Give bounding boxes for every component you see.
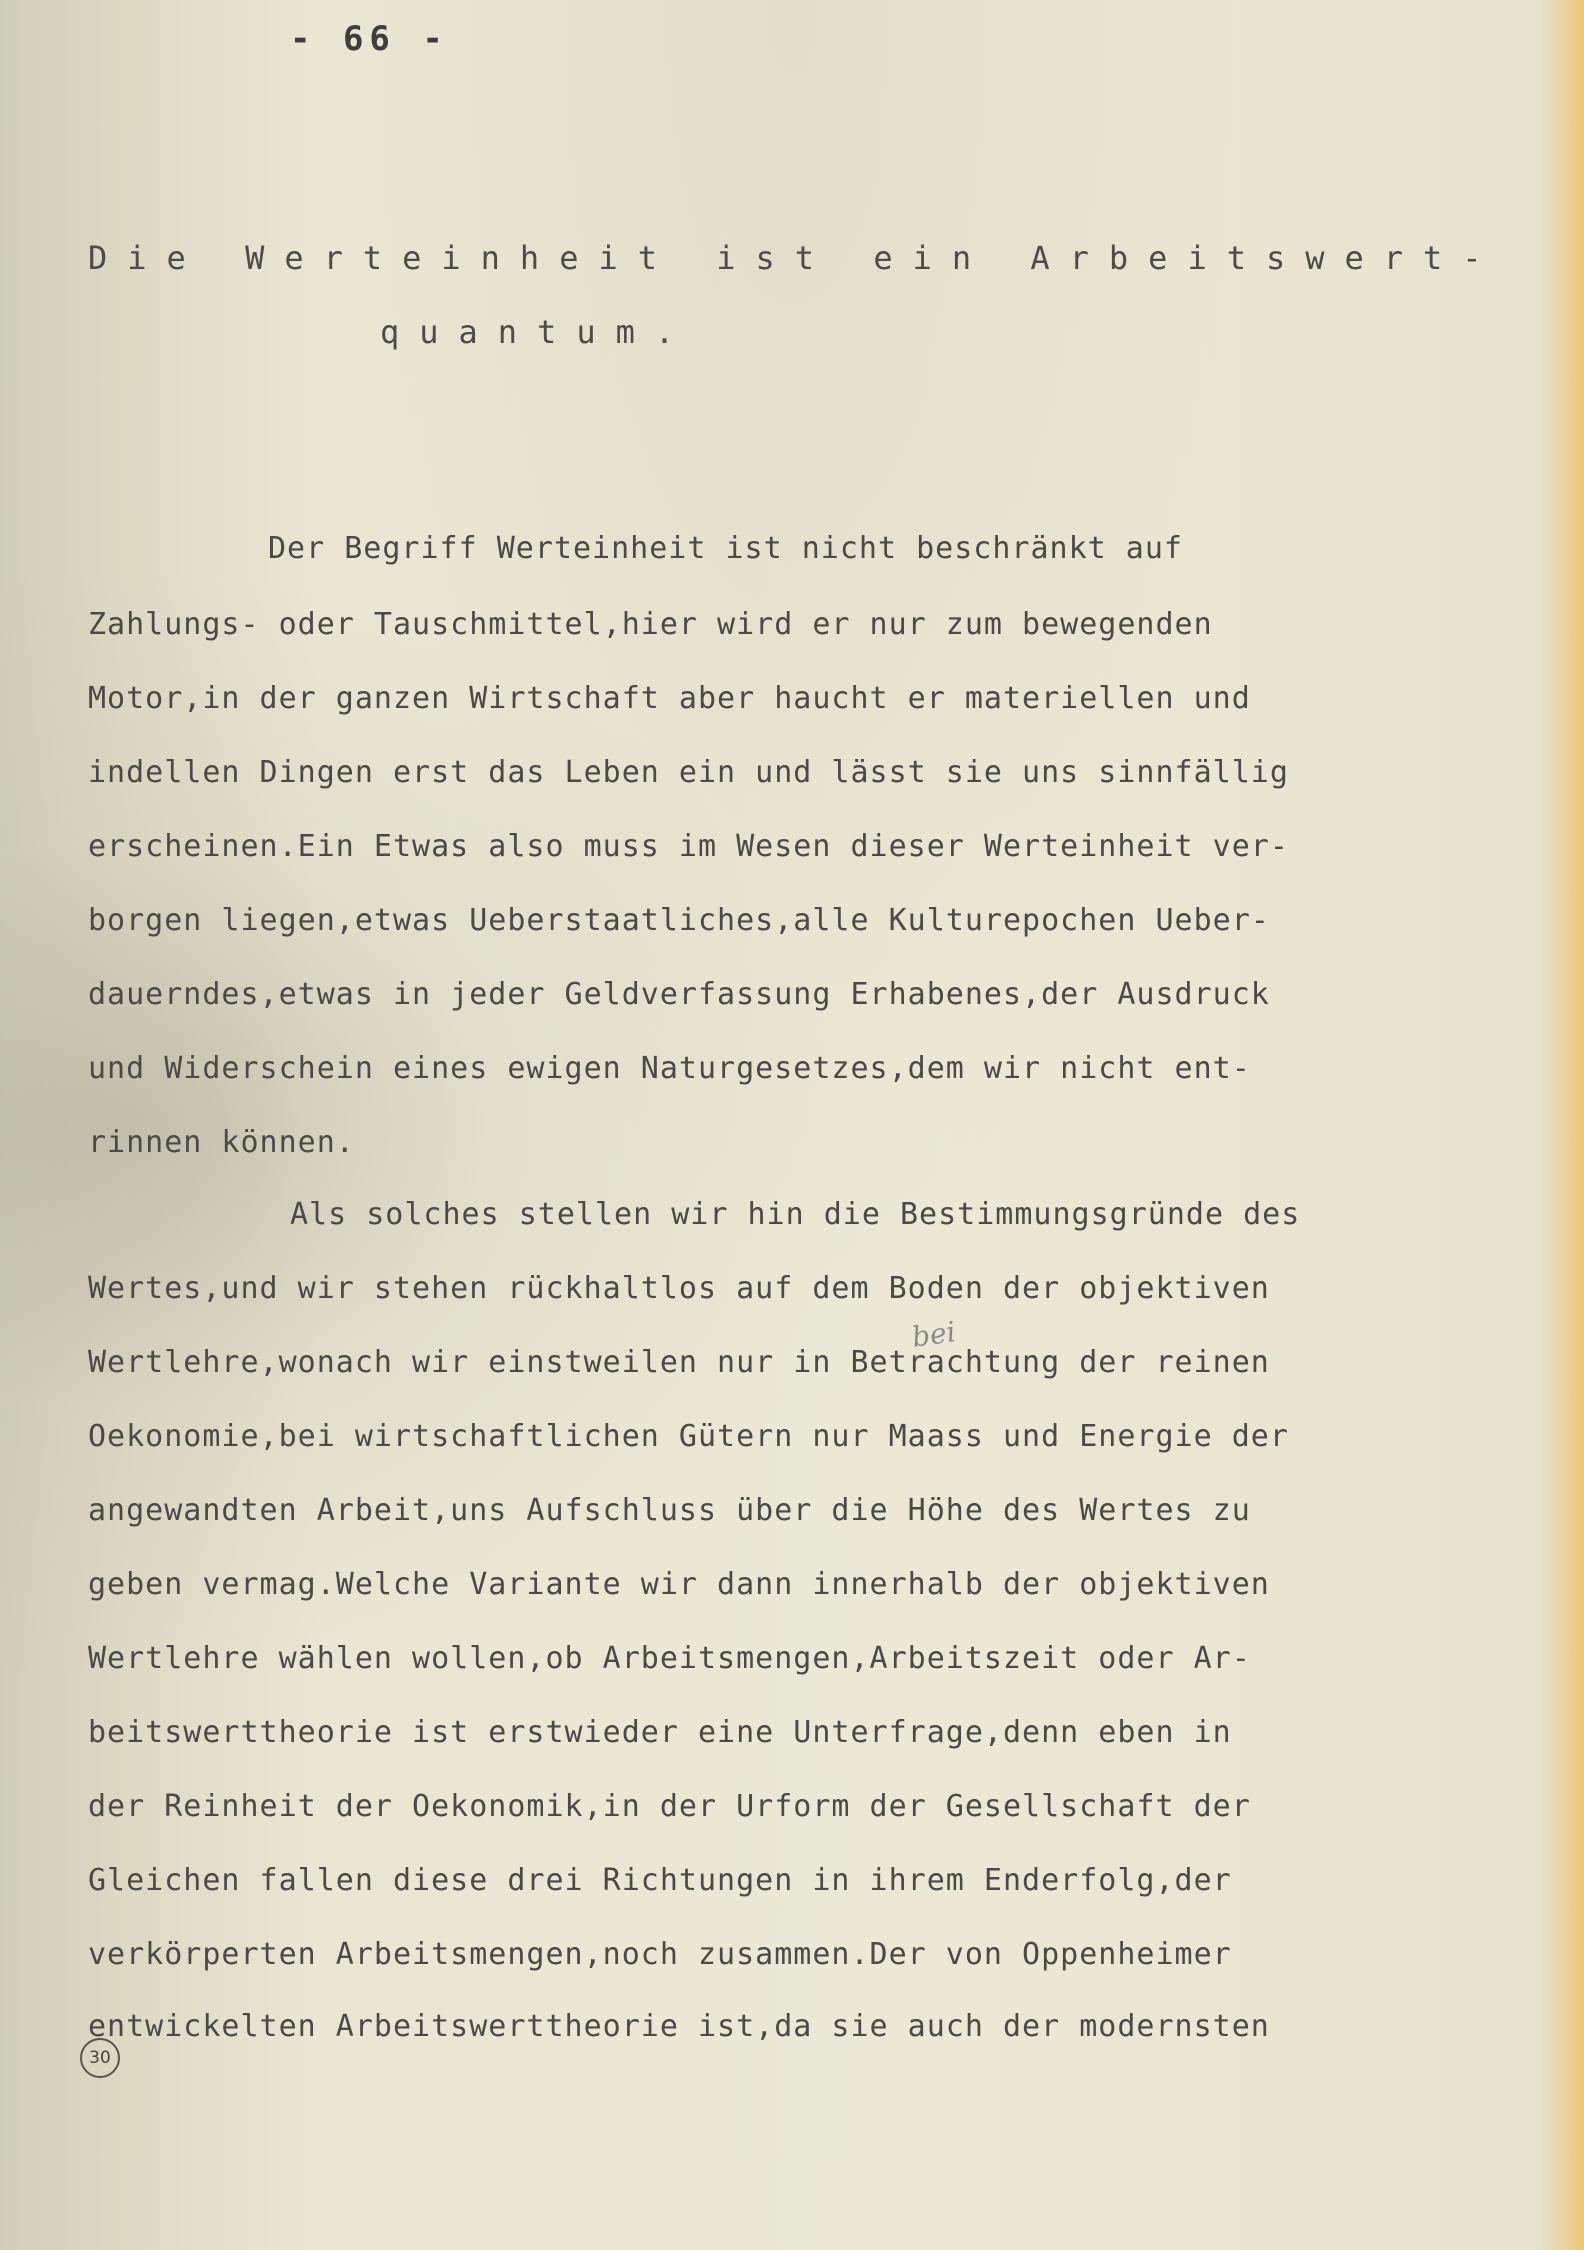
- paragraph-2-line: Als solches stellen wir hin die Bestimmungsgründe des: [290, 1197, 1301, 1232]
- pencil-annotation: bei: [909, 1315, 958, 1354]
- paragraph-1-line: Motor,in der ganzen Wirtschaft aber haucht er materiellen und: [88, 681, 1251, 716]
- paragraph-1-line: dauerndes,etwas in jeder Geldverfassung Erhabenes,der Ausdruck: [88, 977, 1270, 1012]
- paragraph-1-line: Zahlungs- oder Tauschmittel,hier wird er nur zum bewegenden: [88, 607, 1213, 642]
- paragraph-2-line: Wertlehre,wonach wir einstweilen nur in Betrachtung der reinen: [88, 1345, 1270, 1380]
- paragraph-2-line: angewandten Arbeit,uns Aufschluss über die Höhe des Wertes zu: [88, 1493, 1251, 1528]
- paragraph-1-line: Der Begriff Werteinheit ist nicht beschränkt auf: [268, 531, 1183, 566]
- paragraph-2-line: verkörperten Arbeitsmengen,noch zusammen.Der von Oppenheimer: [88, 1937, 1232, 1972]
- paragraph-2-line: Oekonomie,bei wirtschaftlichen Gütern nur Maass und Energie der: [88, 1419, 1289, 1454]
- page-number: - 66 -: [290, 19, 449, 59]
- paragraph-1-line: erscheinen.Ein Etwas also muss im Wesen dieser Werteinheit ver-: [88, 829, 1289, 864]
- paragraph-2-line: beitswerttheorie ist erstwieder eine Unterfrage,denn eben in: [88, 1715, 1232, 1750]
- paragraph-1-line: rinnen können.: [88, 1125, 355, 1160]
- paragraph-2-line: der Reinheit der Oekonomik,in der Urform der Gesellschaft der: [88, 1789, 1251, 1824]
- paragraph-2-line: geben vermag.Welche Variante wir dann innerhalb der objektiven: [88, 1567, 1270, 1602]
- paragraph-2-line: Wertes,und wir stehen rückhaltlos auf dem Boden der objektiven: [88, 1271, 1270, 1306]
- paragraph-2-line: Wertlehre wählen wollen,ob Arbeitsmengen,Arbeitszeit oder Ar-: [88, 1641, 1251, 1676]
- paragraph-2-line: Gleichen fallen diese drei Richtungen in ihrem Enderfolg,der: [88, 1863, 1232, 1898]
- paragraph-1-line: indellen Dingen erst das Leben ein und lässt sie uns sinnfällig: [88, 755, 1289, 790]
- paragraph-1-line: und Widerschein eines ewigen Naturgesetzes,dem wir nicht ent-: [88, 1051, 1251, 1086]
- paragraph-1-line: borgen liegen,etwas Ueberstaatliches,alle Kulturepochen Ueber-: [88, 903, 1270, 938]
- paragraph-2-line: entwickelten Arbeitswerttheorie ist,da sie auch der modernsten: [88, 2009, 1270, 2044]
- circled-number-text: 30: [89, 2048, 111, 2068]
- page-edge-discoloration: [1540, 0, 1584, 2250]
- heading-line-1: Die Werteinheit ist ein Arbeitswert-: [88, 239, 1502, 277]
- heading-line-2: quantum.: [380, 313, 695, 351]
- circled-number-mark: [80, 2038, 120, 2078]
